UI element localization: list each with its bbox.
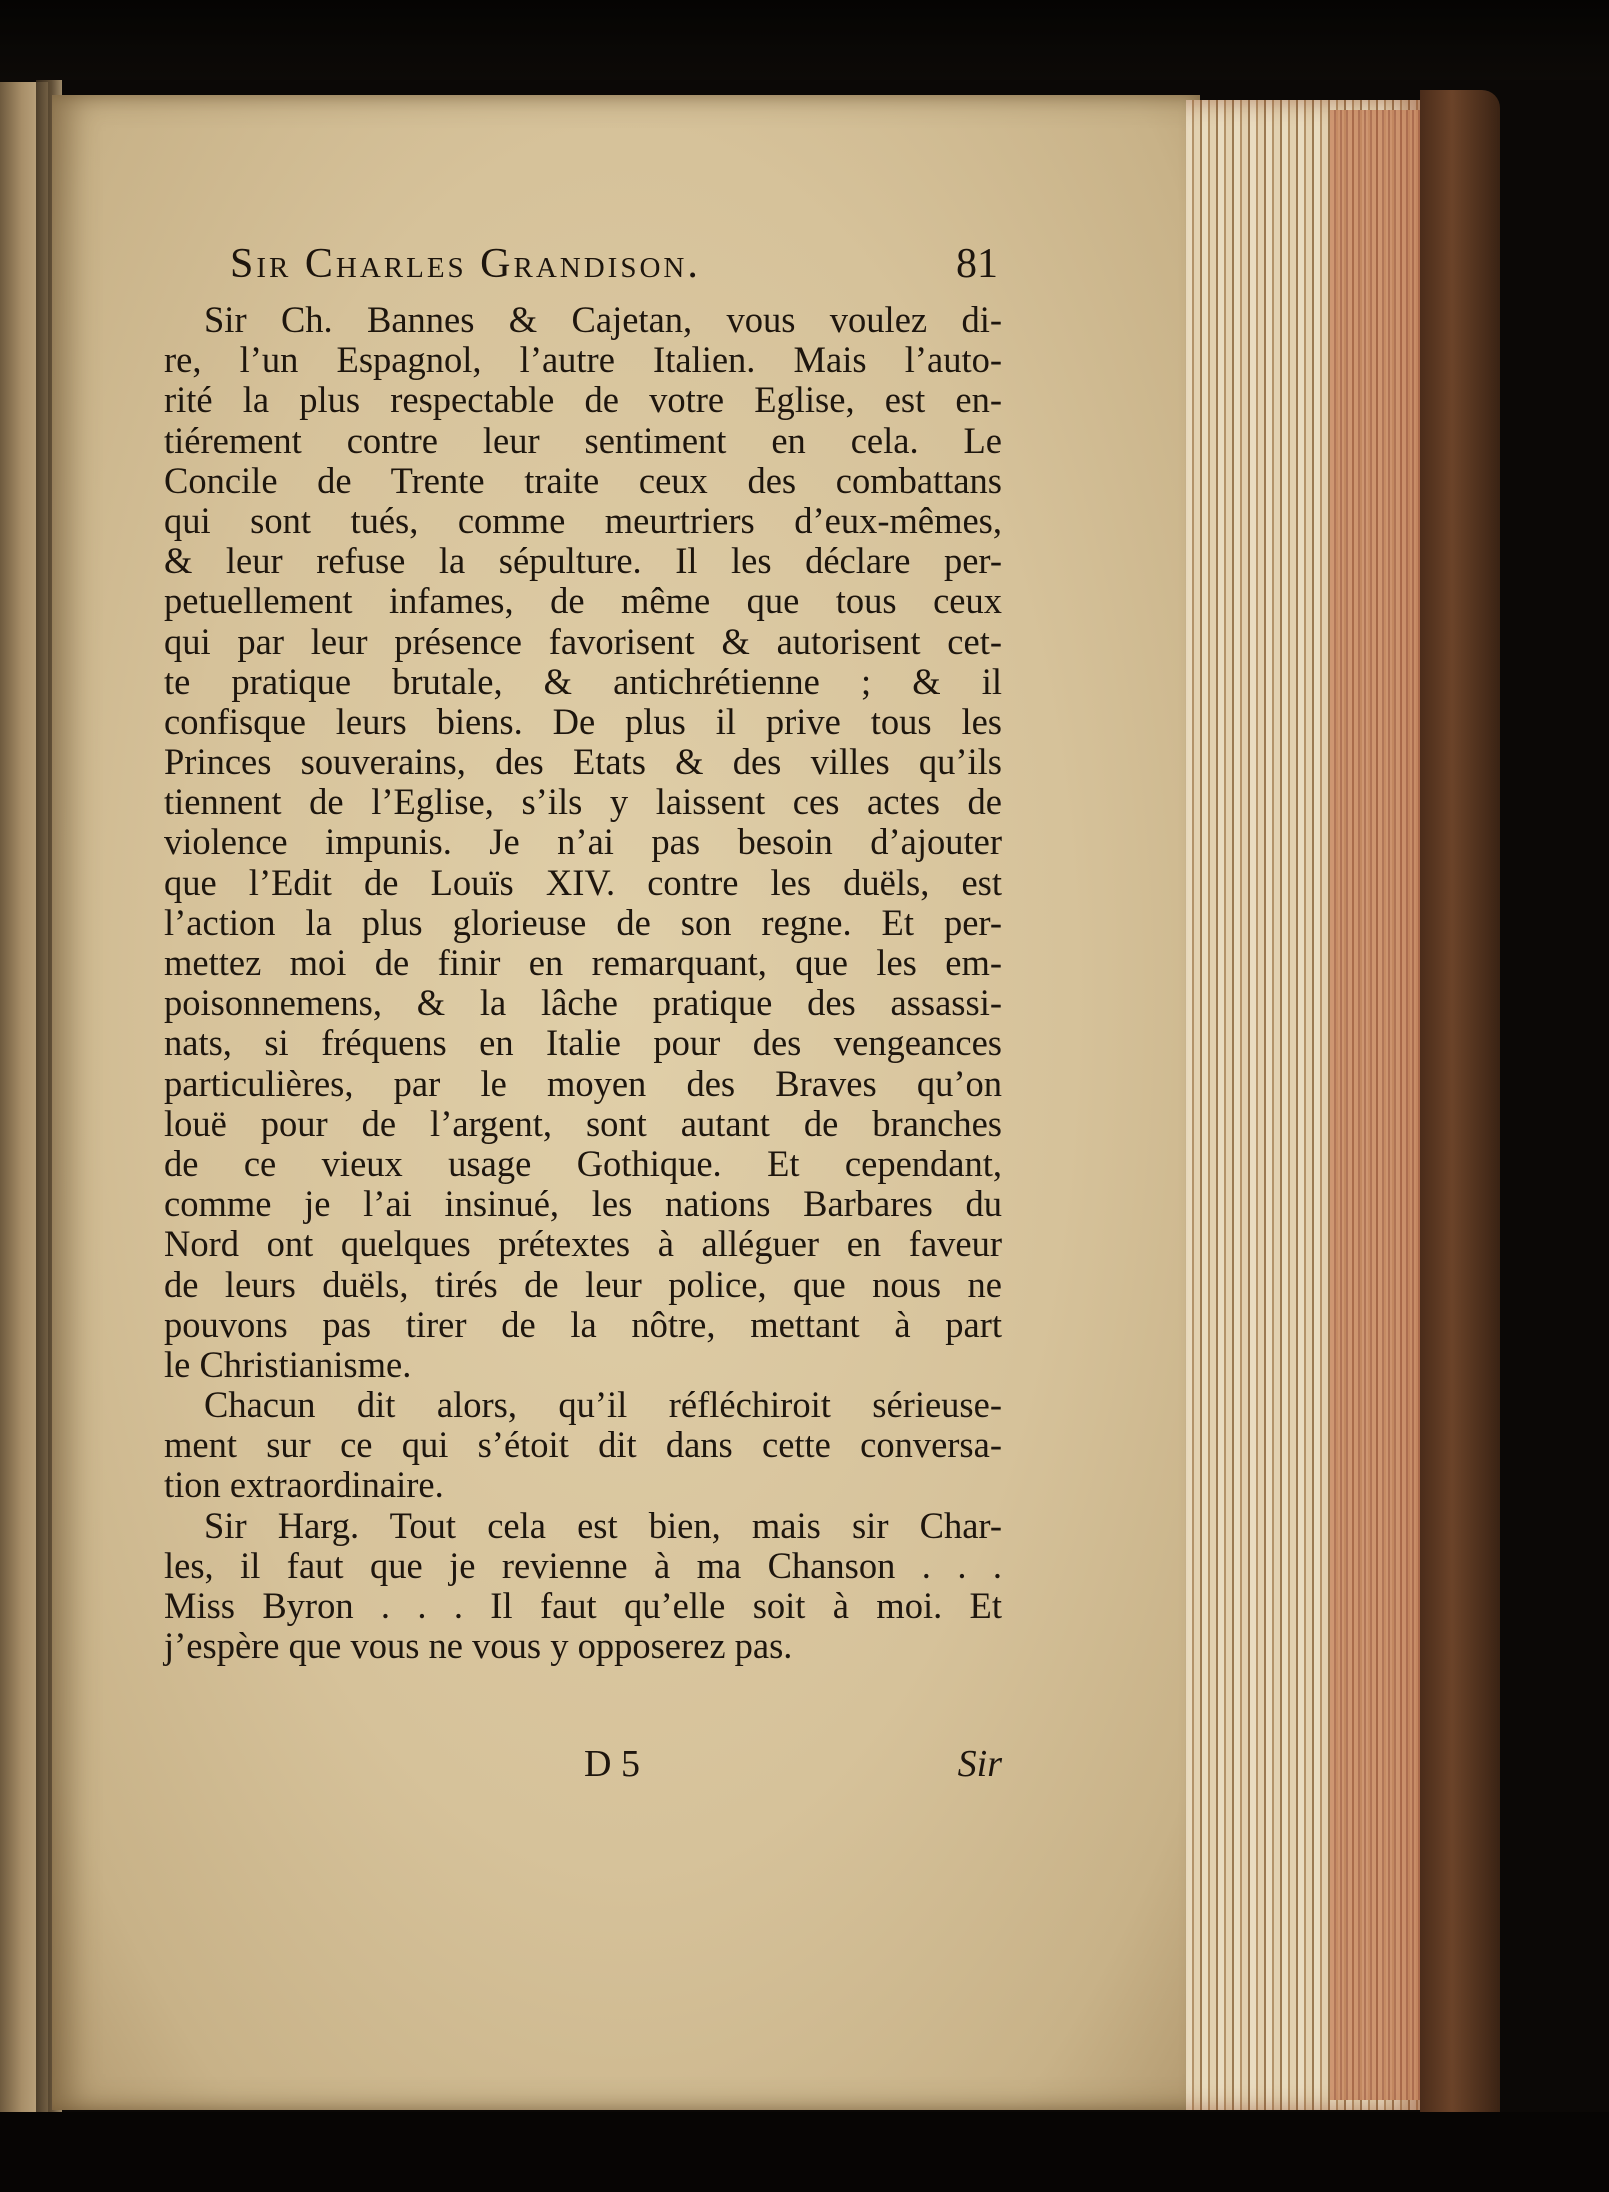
text-line: Sir Harg. Tout cela est bien, mais sir Char- <box>204 1504 1002 1546</box>
text-line: violence impunis. Je n’ai pas besoin d’ajouter <box>164 821 1002 863</box>
text-line: de leurs duëls, tirés de leur police, que nous ne <box>164 1263 1002 1305</box>
book-cover <box>1420 90 1500 2130</box>
text-line: Sir Ch. Bannes & Cajetan, vous voulez di- <box>204 299 1002 340</box>
text-line: tiérement contre leur sentiment en cela. Le <box>164 419 1002 461</box>
text-line: louë pour de l’argent, sont autant de branches <box>164 1102 1002 1144</box>
text-line: & leur refuse la sépulture. Il les déclare per- <box>164 540 1002 582</box>
text-line: comme je l’ai insinué, les nations Barbares du <box>164 1183 1002 1225</box>
text-line: Nord ont quelques prétextes à alléguer en faveur <box>164 1223 1002 1265</box>
text-line: de ce vieux usage Gothique. Et cependant, <box>164 1142 1002 1184</box>
page-footer <box>164 1742 1002 1788</box>
text-line: mettez moi de finir en remarquant, que les em- <box>164 942 1002 983</box>
text-line: tion extraordinaire. <box>164 1464 444 1506</box>
signature-mark: D 5 <box>584 1743 640 1785</box>
text-line: l’action la plus glorieuse de son regne. Et per- <box>164 901 1002 943</box>
text-line: nats, si fréquens en Italie pour des vengeances <box>164 1022 1002 1064</box>
text-line: Princes souverains, des Etats & des villes qu’ils <box>164 741 1002 783</box>
red-page-edges <box>1330 110 1425 2100</box>
scan-background-top <box>0 0 1609 80</box>
text-line: que l’Edit de Louïs XIV. contre les duëls, est <box>164 861 1002 903</box>
catchword: Sir <box>957 1743 1002 1785</box>
running-head: Sir Charles Grandison. <box>230 241 701 287</box>
scan-background-bottom <box>0 2112 1609 2192</box>
text-line: particulières, par le moyen des Braves qu’on <box>164 1062 1002 1104</box>
text-line: petuellement infames, de même que tous ceux <box>164 580 1002 622</box>
text-line: Chacun dit alors, qu’il réfléchiroit sérieuse- <box>204 1384 1002 1426</box>
text-line: tiennent de l’Eglise, s’ils y laissent ces actes de <box>164 781 1002 823</box>
text-line: Concile de Trente traite ceux des combattans <box>164 459 1002 501</box>
text-line: qui sont tués, comme meurtriers d’eux-mêmes, <box>164 499 1002 541</box>
text-line: qui par leur présence favorisent & autorisent cet- <box>164 620 1002 662</box>
page-header <box>230 240 998 296</box>
text-line: j’espère que vous ne vous y opposerez pas. <box>164 1625 793 1667</box>
text-line: rité la plus respectable de votre Eglise, est en- <box>164 379 1002 421</box>
text-line: re, l’un Espagnol, l’autre Italien. Mais l’auto- <box>164 339 1002 381</box>
text-line: les, il faut que je revienne à ma Chanson . . . <box>164 1544 1002 1586</box>
text-line: te pratique brutale, & antichrétienne ; & il <box>164 660 1002 702</box>
text-line: Miss Byron . . . Il faut qu’elle soit à moi. Et <box>164 1585 1002 1626</box>
text-line: confisque leurs biens. De plus il prive tous les <box>164 700 1002 742</box>
text-line: le Christianisme. <box>164 1343 412 1385</box>
body-text <box>164 300 1002 1666</box>
text-line: ment sur ce qui s’étoit dit dans cette conversa- <box>164 1424 1002 1466</box>
page-number: 81 <box>956 241 998 287</box>
text-line: poisonnemens, & la lâche pratique des assassi- <box>164 982 1002 1024</box>
text-line: pouvons pas tirer de la nôtre, mettant à part <box>164 1303 1002 1345</box>
